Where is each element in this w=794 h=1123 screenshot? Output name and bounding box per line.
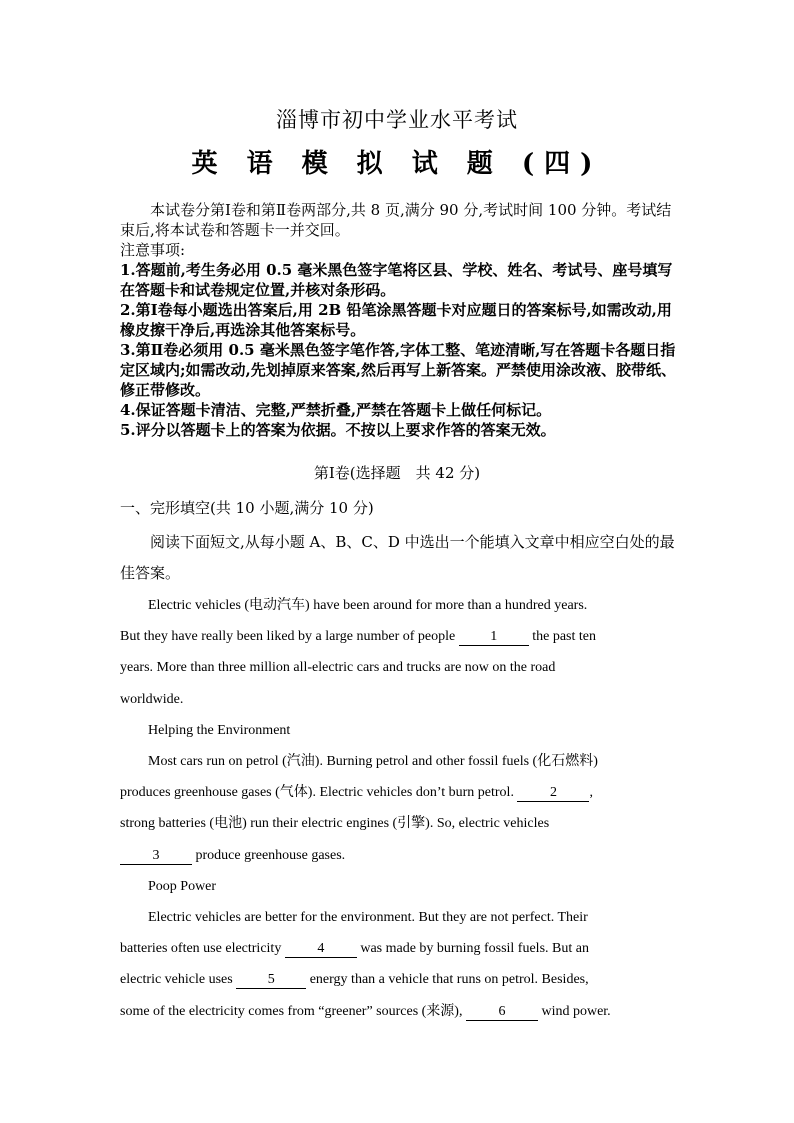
article-line — [120, 840, 680, 871]
subheading: Helping the Environment — [148, 722, 291, 738]
article-line — [120, 777, 680, 808]
article-text: energy than a vehicle that runs on petrol. Besides, — [309, 972, 589, 988]
note-item: 5.评分以答题卡上的答案为依据。不按以上要求作答的答案无效。 — [120, 421, 556, 439]
article-text: the past ten — [532, 629, 596, 645]
cloze-instruction — [120, 527, 680, 589]
note-item: 2.第Ⅰ卷每小题选出答案后,用 2B 铅笔涂黑答题卡对应题日的答案标号,如需改动,用橡皮擦干净后,再选涂其他答案标号。 — [120, 301, 672, 339]
article-text: was made by burning fossil fuels. But an — [360, 941, 589, 957]
article-text: , — [589, 785, 593, 801]
article-text: But they have really been liked by a large number of people — [120, 629, 456, 645]
article-line: worldwide. — [120, 691, 184, 707]
paper-title: 英 语 模 拟 试 题 (四) — [191, 149, 603, 179]
article-text: some of the electricity comes from “greener” sources (来源), — [120, 1003, 463, 1019]
article-line: Electric vehicles are better for the environment. But they are not perfect. Their — [148, 910, 588, 926]
note-item: 1.答题前,考生务必用 0.5 毫米黑色签字笔将区县、学校、姓名、考试号、座号填写在答题卡和试卷规定位置,并核对条形码。 — [120, 261, 673, 299]
article-text: electric vehicle uses — [120, 972, 233, 988]
article-line: Most cars run on petrol (汽油). Burning petrol and other fossil fuels (化石燃料) — [148, 754, 598, 770]
article-text: produce greenhouse gases. — [195, 847, 346, 863]
notes-heading: 注意事项: — [120, 241, 186, 259]
article-text: wind power. — [541, 1003, 611, 1019]
article-line — [120, 933, 680, 964]
intro-paragraph: 本试卷分第Ⅰ卷和第Ⅱ卷两部分,共 8 页,满分 90 分,考试时间 100 分钟。考试结束后,将本试卷和答题卡一并交回。 — [120, 201, 672, 239]
blank-3[interactable]: 3 — [120, 848, 192, 865]
article-line: strong batteries (电池) run their electric engines (引擎). So, electric vehicles — [120, 816, 550, 832]
article-line — [120, 964, 680, 995]
cloze-article — [120, 590, 680, 1027]
subheading: Poop Power — [148, 878, 217, 894]
part-title: 一、完形填空(共 10 小题,满分 10 分) — [120, 499, 374, 517]
exam-title: 淄博市初中学业水平考试 — [276, 108, 518, 132]
article-line — [120, 621, 680, 652]
blank-4[interactable]: 4 — [285, 941, 357, 958]
note-item: 3.第Ⅱ卷必须用 0.5 毫米黑色签字笔作答,字体工整、笔迹清晰,写在答题卡各题日指定区域内;如需改动,先划掉原来答案,然后再写上新答案。严禁使用涂改液、胶带纸、修正带修改。 — [120, 341, 676, 399]
article-text: produces greenhouse gases (气体). Electric vehicles don’t burn petrol. — [120, 785, 514, 801]
blank-2[interactable]: 2 — [517, 785, 589, 802]
article-line: years. More than three million all-electric cars and trucks are now on the road — [120, 660, 556, 676]
blank-5[interactable]: 5 — [236, 972, 306, 989]
section-title: 第Ⅰ卷(选择题 共 42 分) — [313, 464, 481, 482]
exam-instructions — [120, 200, 680, 440]
article-line: Electric vehicles (电动汽车) have been around for more than a hundred years. — [148, 598, 588, 613]
blank-6[interactable]: 6 — [466, 1004, 538, 1021]
article-line — [120, 996, 680, 1027]
blank-1[interactable]: 1 — [459, 629, 529, 646]
article-text: batteries often use electricity — [120, 941, 282, 957]
instruction-text: 阅读下面短文,从每小题 A、B、C、D 中选出一个能填入文章中相应空白处的最佳答案。 — [120, 533, 675, 582]
note-item: 4.保证答题卡清洁、完整,严禁折叠,严禁在答题卡上做任何标记。 — [120, 401, 552, 419]
